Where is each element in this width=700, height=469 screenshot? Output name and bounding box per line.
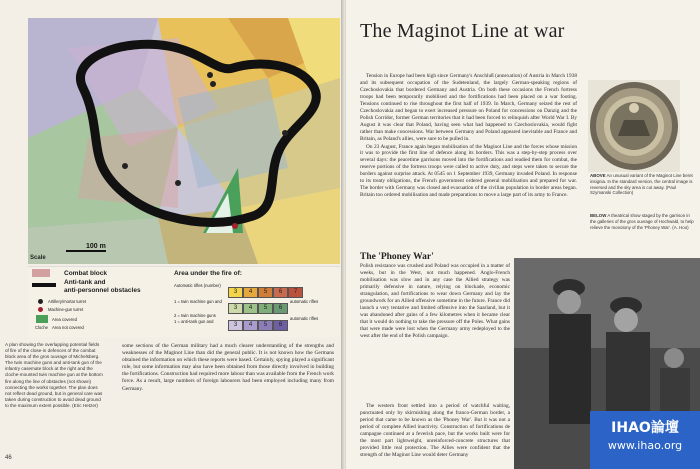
- num-cell: 5: [258, 303, 273, 314]
- num-cell: 3: [228, 303, 243, 314]
- paragraph: The western front settled into a period of watchful waiting, punctuated only by skirmishing along the franco-German border, a period that came to be known as the 'Phoney War'. But it was not a period of complete Allied inactivity. Construction of fortifications de campagne continued at a feverish pace, but the works built were for the most part lightweight, unreinforced-concrete structures that provided little real protection. The Allies were confident that the strength of the Maginot Line would deter Germany: [360, 403, 510, 458]
- artillery-turret-icon: [38, 299, 43, 304]
- right-body-text-2: [360, 263, 510, 340]
- scale-distance: 100 m: [86, 243, 106, 250]
- beret-insignia-photo: [588, 80, 680, 172]
- watermark: [590, 411, 700, 469]
- machine-gun-turret-icon: [38, 307, 43, 312]
- paragraph: Tension in Europe had been high since Germany's Anschluß (annexation) of Austria in March 1938 and its subsequent occupation of the Sudetenland, the largely German-speaking regions of Czechoslovakia that bordered Germany and Austria. On both these occasions the French fortress troops had been temporarily mobilised and the fortifications had been placed on a war footing. Tensions continued to rise throughout the first half of 1939. In March, Germany seized the rest of Czechoslovakia and began to exert increased pressure on Poland for concessions on Danzig and the Polish Corridor, former German territories that it had been forced to relinquish after World War I. By August it was clear that Poland, having seen what had happened to Czechoslovakia, would fight rather than make concessions. War between Germany and Poland appeared inevitable and France and Britain, as Poland's allies, were sure to be pulled in.: [360, 73, 577, 142]
- fire-plan-map: [28, 18, 340, 264]
- numbers-row-3: [228, 313, 288, 331]
- legend-area-fire-title: Area under the fire of:: [174, 270, 242, 277]
- legend-artillery-turret: Artillery/mortar turret: [48, 299, 87, 304]
- left-body-text: some sections of the German military had a much clearer understanding of the strengths and weaknesses of the Maginot Line than did the general public. It is not known how the Germans obtained the information on which these reports were based. Certainly, spying played a significant role, but some information may also have been obtained from those directly involved in building the fortifications. Construction had required more labour than was available from the French work force. As a result, large numbers of foreign labourers had been employed including many from Germany.: [122, 343, 334, 392]
- legend-combat-block: Combat block: [64, 270, 107, 277]
- right-page: [346, 0, 700, 469]
- legend-row-1mg: 1 = twin machine gun and: [174, 299, 222, 304]
- legend-area-covered: Area covered: [52, 317, 77, 322]
- legend-row-2mg-suffix: automatic rifles: [290, 316, 319, 321]
- legend-row-auto-rifles: Automatic rifles (number): [174, 283, 221, 288]
- legend-row-1mg-suffix: automatic rifles: [290, 299, 319, 304]
- num-cell: 6: [273, 287, 288, 298]
- legend-area-not-covered: Area not covered: [52, 325, 84, 330]
- legend-row-2mg: 2 = twin machine guns: [174, 313, 216, 318]
- caption-text: A theatrical show staged by the garrison in the galleries of the gros ouvrage of Hochwald, to help relieve the monotony of the 'Phoney War'. (A. Hoo): [590, 213, 694, 230]
- photo-caption: [590, 213, 694, 230]
- num-cell: 5: [258, 320, 273, 331]
- obstacles-swatch: [32, 283, 56, 287]
- combat-block-swatch: [32, 269, 50, 277]
- chapter-title: The Maginot Line at war: [360, 20, 565, 42]
- map-caption: A plan showing the overlapping potential fields of fire of the close-in defences of the combat block area of the gros ouvrage of Michelsberg. The twin machine guns and anti-tank gun of the infantry casemate block at the right and the cloche-mounted twin machine gun at the bottom fire along the line of obstacles (not shown) connecting the works together. The plan does not reflect dead ground, but in general care was taken during construction to avoid dead ground to the maximum extent possible. (Eric Hetzer): [5, 342, 103, 408]
- num-cell: 5: [258, 287, 273, 298]
- scale-label: Scale: [30, 255, 46, 261]
- num-cell: 4: [243, 320, 258, 331]
- num-cell: 6: [273, 320, 288, 331]
- num-cell: 7: [288, 287, 303, 298]
- legend-cloche: Cloche: [34, 325, 48, 330]
- map-legend: [28, 266, 340, 337]
- watermark-title: IHAO論壇: [611, 420, 679, 436]
- insignia-image: [588, 80, 680, 172]
- num-cell: 3: [228, 287, 243, 298]
- caption-head: BELOW: [590, 213, 607, 218]
- caption-head: ABOVE: [590, 173, 606, 178]
- num-cell: 4: [243, 303, 258, 314]
- insignia-caption: [590, 173, 694, 196]
- section-heading: The 'Phoney War': [360, 252, 434, 262]
- legend-row-2mg-b: 1 = anti-tank gun and: [174, 319, 214, 324]
- numbers-row-2: [228, 296, 288, 314]
- watermark-url: www.ihao.org: [607, 439, 683, 452]
- area-covered-swatch: [36, 315, 48, 323]
- num-cell: 4: [243, 287, 258, 298]
- page-number: 46: [5, 455, 12, 461]
- paragraph: Polish resistance was crushed and Poland was occupied in a matter of weeks, but in the West, not much happened. Anglo-French mobilisation was slow and in any case the Allied strategy was primarily defensive in nature, relying on blockade, economic strangulation, and fortifications to wear down Germany and lay the groundwork for an Allied offensive sometime in the future. France did launch a very tentative and limited offensive into the Saarland, but it was abandoned after gains of a few kilometres when it became clear that it would do nothing to take the pressure off the Poles. What gains that were made were lost when the Germany army redeployed to the west after the end of the Polish campaign.: [360, 263, 510, 339]
- legend-obstacles: Anti-tank and anti-personnel obstacles: [64, 279, 141, 294]
- num-cell: 6: [273, 303, 288, 314]
- num-cell: 3: [228, 320, 243, 331]
- left-page: [0, 0, 343, 469]
- legend-mg-turret: Machine-gun turret: [48, 307, 84, 312]
- caption-text: An unusual variant of the Maginot Line beret insignia. In the standard version, the central image is reversed and the sky area is cut away. (Paul Szymanski Collection): [590, 173, 693, 196]
- paragraph: On 23 August, France again began mobilisation of the Maginot Line and the forces whose mission it was to provide the first line of defence along its borders. This was a step-by-step process over several days: the peacetime garrisons moved into the fortifications and readied them for combat, the reserve portions of the fortress troops were called to active duty, and steps were taken to secure the borders against surprise attack. At 0545 on 1 September 1939, Germany invaded Poland. In response to its treaty obligations, the French government ordered general mobilisation and prepared for war. The border with Germany was closed and evacuation of the civilian population in border areas began. Britain too ordered mobilisation and made preparations to move a large part of its army to France.: [360, 143, 577, 199]
- right-body-text: [360, 73, 577, 200]
